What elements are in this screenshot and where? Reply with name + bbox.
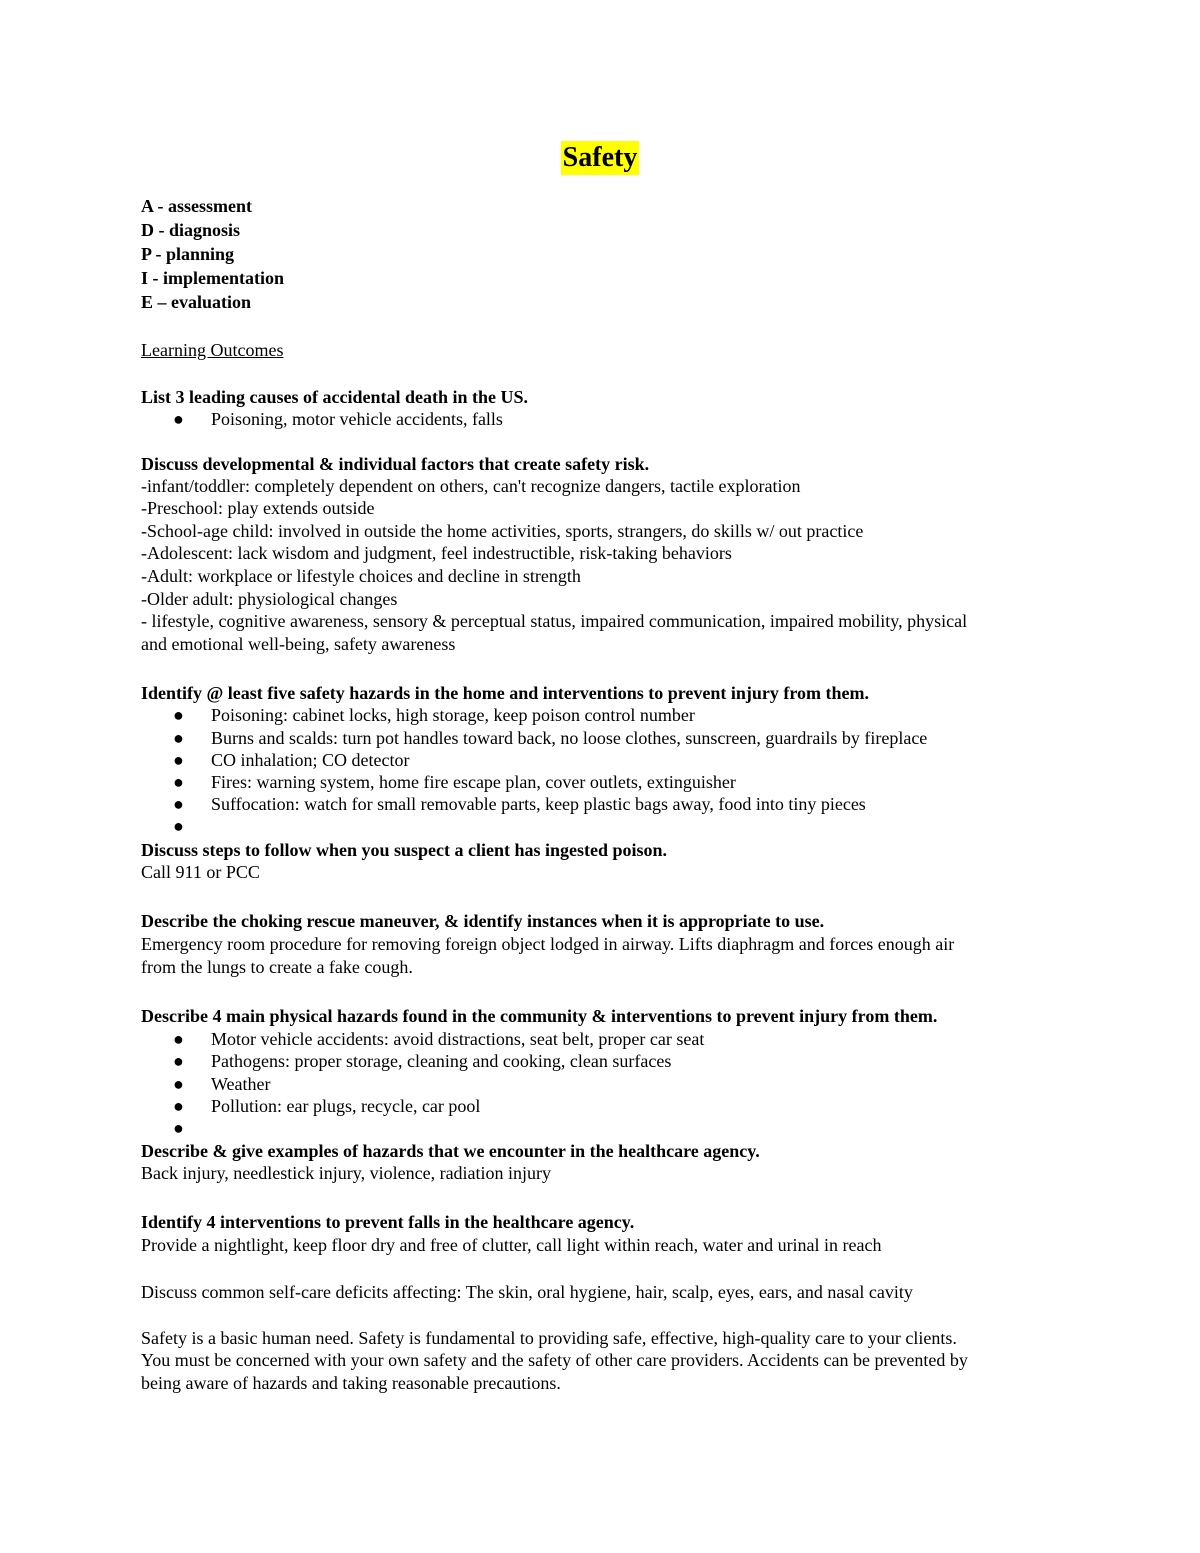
answer-line: -Older adult: physiological changes bbox=[141, 589, 398, 609]
bullet-item: Pathogens: proper storage, cleaning and cooking, clean surfaces bbox=[211, 1051, 672, 1071]
answer-line: Back injury, needlestick injury, violence, radiation injury bbox=[141, 1163, 552, 1183]
question-heading: Describe & give examples of hazards that we encounter in the healthcare agency. bbox=[141, 1141, 760, 1161]
question-heading: Identify 4 interventions to prevent falls in the healthcare agency. bbox=[141, 1212, 635, 1232]
question-heading: List 3 leading causes of accidental death in the US. bbox=[141, 387, 529, 407]
bullet-icon: ● bbox=[173, 1074, 184, 1094]
answer-line: from the lungs to create a fake cough. bbox=[141, 957, 413, 977]
adpie-line: D - diagnosis bbox=[141, 220, 241, 240]
closing-line: being aware of hazards and taking reasonable precautions. bbox=[141, 1373, 561, 1393]
answer-line: Emergency room procedure for removing foreign object lodged in airway. Lifts diaphragm and forces enough air bbox=[141, 934, 955, 954]
bullet-icon: ● bbox=[173, 705, 184, 725]
bullet-item: Pollution: ear plugs, recycle, car pool bbox=[211, 1096, 481, 1116]
bullet-item: Poisoning: cabinet locks, high storage, keep poison control number bbox=[211, 705, 695, 725]
adpie-line: A - assessment bbox=[141, 196, 252, 216]
bullet-icon: ● bbox=[173, 816, 184, 836]
bullet-icon: ● bbox=[173, 1029, 184, 1049]
question-heading: Discuss developmental & individual factors that create safety risk. bbox=[141, 454, 650, 474]
answer-line: - lifestyle, cognitive awareness, sensory & perceptual status, impaired communication, impaired mobility, physical bbox=[141, 611, 968, 631]
bullet-item: Suffocation: watch for small removable parts, keep plastic bags away, food into tiny pieces bbox=[211, 794, 866, 814]
title-container bbox=[0, 141, 1200, 175]
bullet-icon: ● bbox=[173, 750, 184, 770]
adpie-line: I - implementation bbox=[141, 268, 284, 288]
learning-outcomes-heading: Learning Outcomes bbox=[141, 340, 284, 360]
question-heading: Describe the choking rescue maneuver, & identify instances when it is appropriate to use. bbox=[141, 911, 825, 931]
question-heading: Identify @ least five safety hazards in the home and interventions to prevent injury from them. bbox=[141, 683, 870, 703]
self-care-line: Discuss common self-care deficits affecting: The skin, oral hygiene, hair, scalp, eyes, ears, and nasal cavity bbox=[141, 1282, 913, 1302]
bullet-item: Fires: warning system, home fire escape plan, cover outlets, extinguisher bbox=[211, 772, 736, 792]
bullet-item: CO inhalation; CO detector bbox=[211, 750, 410, 770]
question-heading: Discuss steps to follow when you suspect a client has ingested poison. bbox=[141, 840, 668, 860]
bullet-icon: ● bbox=[173, 728, 184, 748]
answer-line: Provide a nightlight, keep floor dry and free of clutter, call light within reach, water and urinal in reach bbox=[141, 1235, 882, 1255]
answer-line: -infant/toddler: completely dependent on others, can't recognize dangers, tactile exploration bbox=[141, 476, 801, 496]
bullet-item: Motor vehicle accidents: avoid distractions, seat belt, proper car seat bbox=[211, 1029, 705, 1049]
page-title: Safety bbox=[562, 142, 638, 173]
bullet-icon: ● bbox=[173, 1051, 184, 1071]
closing-line: Safety is a basic human need. Safety is fundamental to providing safe, effective, high-quality care to your clients. bbox=[141, 1328, 957, 1348]
adpie-line: P - planning bbox=[141, 244, 235, 264]
bullet-icon: ● bbox=[173, 409, 184, 429]
question-heading: Describe 4 main physical hazards found in the community & interventions to prevent injury from them. bbox=[141, 1006, 938, 1026]
answer-line: -Adolescent: lack wisdom and judgment, feel indestructible, risk-taking behaviors bbox=[141, 543, 732, 563]
answer-line: -Preschool: play extends outside bbox=[141, 498, 375, 518]
answer-line: and emotional well-being, safety awareness bbox=[141, 634, 456, 654]
answer-line: -Adult: workplace or lifestyle choices and decline in strength bbox=[141, 566, 581, 586]
bullet-icon: ● bbox=[173, 772, 184, 792]
answer-line: Call 911 or PCC bbox=[141, 862, 260, 882]
answer-line: -School-age child: involved in outside the home activities, sports, strangers, do skills w/ out practice bbox=[141, 521, 864, 541]
closing-line: You must be concerned with your own safety and the safety of other care providers. Accidents can be prevented by bbox=[141, 1350, 968, 1370]
bullet-item: Burns and scalds: turn pot handles toward back, no loose clothes, sunscreen, guardrails by fireplace bbox=[211, 728, 928, 748]
bullet-item: Weather bbox=[211, 1074, 271, 1094]
bullet-icon: ● bbox=[173, 1118, 184, 1138]
bullet-item: Poisoning, motor vehicle accidents, falls bbox=[211, 409, 503, 429]
adpie-line: E – evaluation bbox=[141, 292, 252, 312]
bullet-icon: ● bbox=[173, 1096, 184, 1116]
bullet-icon: ● bbox=[173, 794, 184, 814]
